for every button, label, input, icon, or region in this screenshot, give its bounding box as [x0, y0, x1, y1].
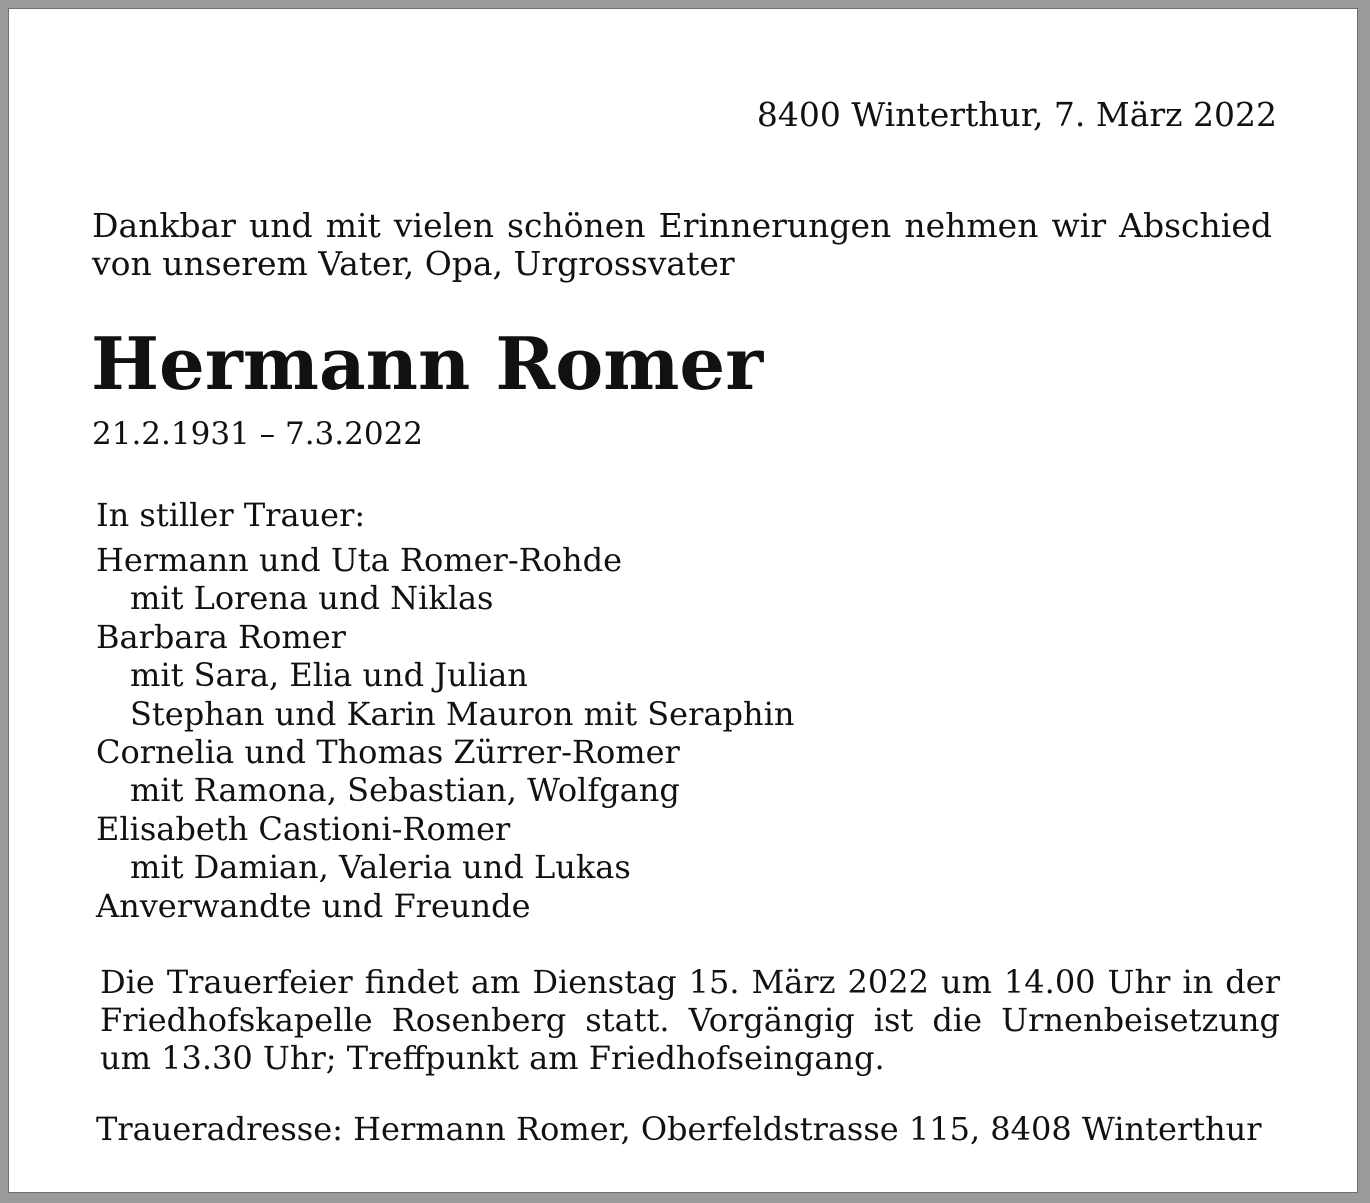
mourner-line: mit Damian, Valeria und Lukas: [130, 848, 631, 887]
mourners-heading: In stiller Trauer:: [96, 496, 366, 534]
mourner-line: mit Ramona, Sebastian, Wolfgang: [130, 771, 680, 810]
deceased-name: Hermann Romer: [91, 321, 764, 406]
mourner-line: Cornelia und Thomas Zürrer-Romer: [96, 733, 680, 772]
mourner-line: Elisabeth Castioni-Romer: [96, 809, 511, 848]
obituary-notice: [8, 8, 1358, 1193]
mourner-line: Barbara Romer: [96, 617, 346, 656]
intro-text: Dankbar und mit vielen schönen Erinnerungen nehmen wir Abschied von unserem Vater, Opa, Urgrossvater: [92, 206, 1272, 283]
ceremony-details: Die Trauerfeier findet am Dienstag 15. März 2022 um 14.00 Uhr in der Friedhofskapelle Rosenberg statt. Vorgängig ist die Urnenbeisetzung um 13.30 Uhr; Treffpunkt am Friedhofseingang.: [100, 963, 1280, 1077]
mourner-line: mit Lorena und Niklas: [130, 579, 494, 618]
mourner-line: Hermann und Uta Romer-Rohde: [96, 541, 623, 579]
mourner-line: mit Sara, Elia und Julian: [130, 656, 528, 695]
mourners-list: [96, 541, 794, 925]
mourner-line: Stephan und Karin Mauron mit Seraphin: [130, 694, 795, 733]
place-and-date: 8400 Winterthur, 7. März 2022: [756, 95, 1277, 134]
life-dates: 21.2.1931 – 7.3.2022: [92, 416, 424, 452]
mourning-address: Traueradresse: Hermann Romer, Oberfeldstrasse 115, 8408 Winterthur: [96, 1110, 1262, 1148]
mourner-line: Anverwandte und Freunde: [96, 886, 531, 925]
